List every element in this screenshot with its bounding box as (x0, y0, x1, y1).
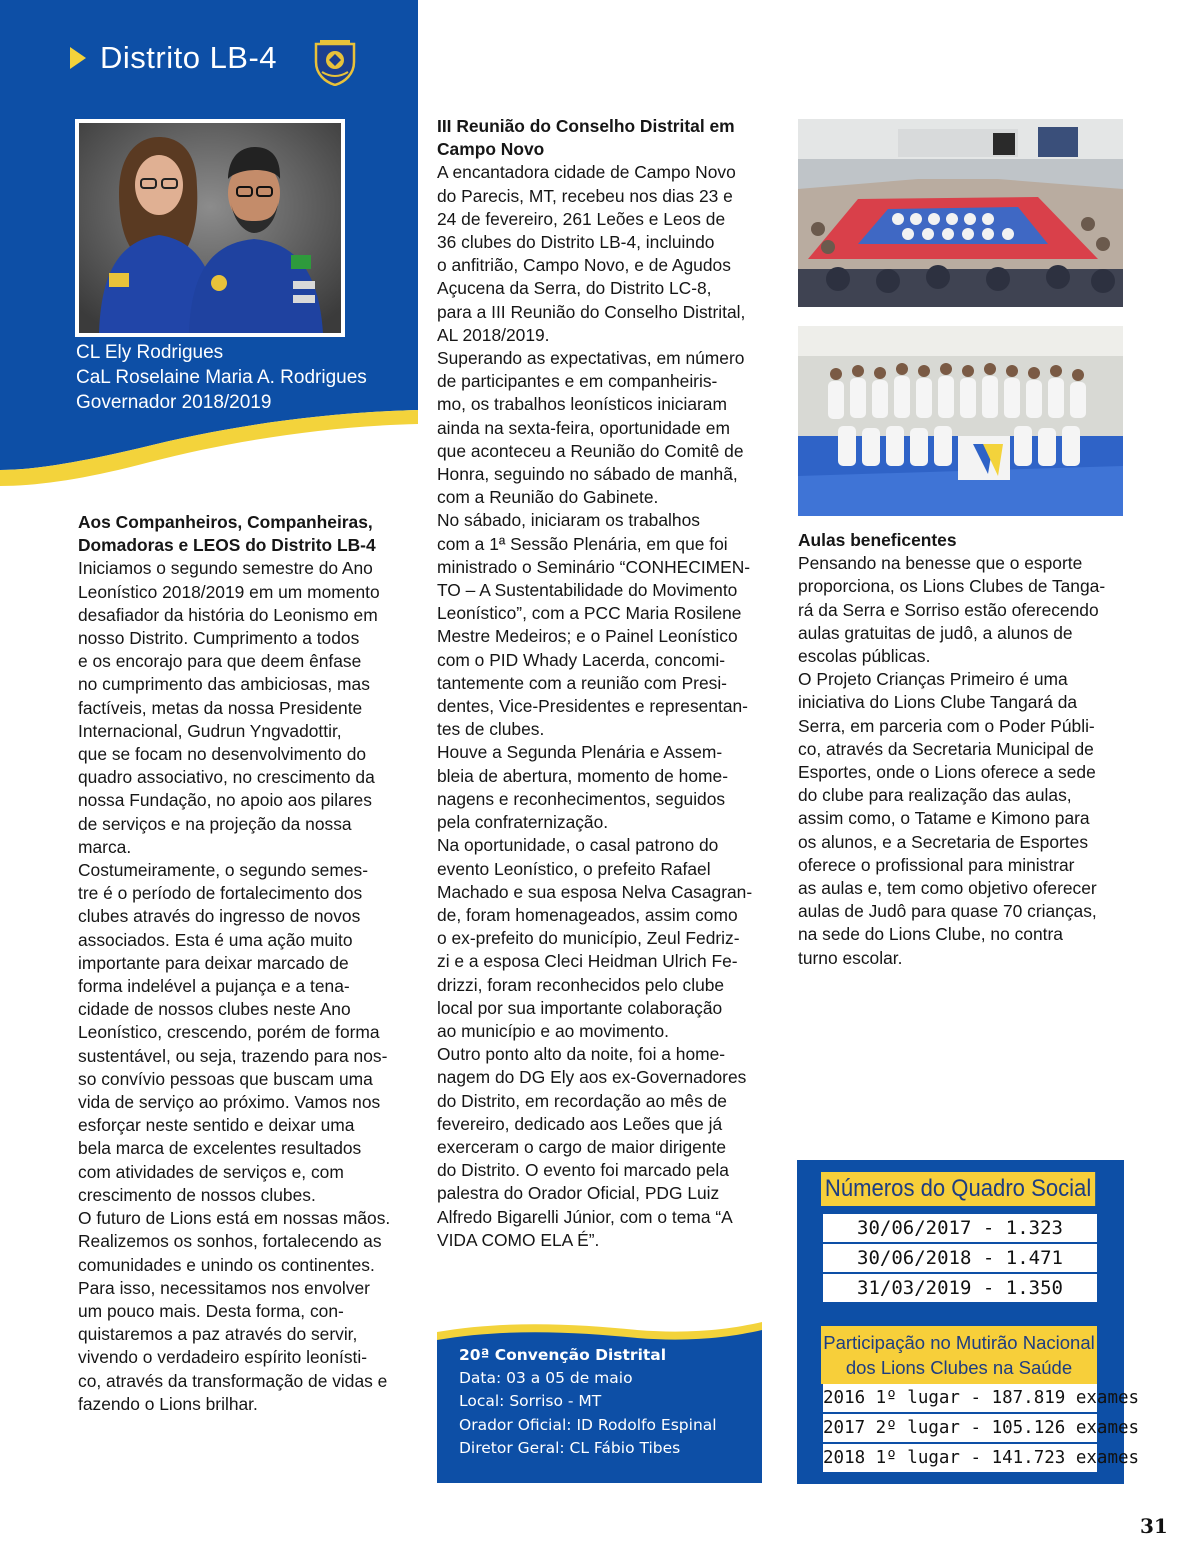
convention-title: 20ª Convenção Distrital (459, 1346, 667, 1364)
mutirao-row: 2017 2º lugar - 105.126 exames (823, 1414, 1097, 1442)
text-line: No sábado, iniciaram os trabalhos (437, 510, 700, 531)
judo-students-group-photo (798, 326, 1123, 516)
stat-row: 31/03/2019 - 1.350 (823, 1274, 1097, 1302)
convention-line: Orador Oficial: ID Rodolfo Espinal (459, 1415, 717, 1434)
body-text (78, 557, 408, 1416)
text-line: do clube para realização das aulas, (798, 785, 1072, 806)
text-line: Costumeiramente, o segundo semes- (78, 860, 368, 881)
text-line: sustentável, ou seja, trazendo para nos- (78, 1045, 388, 1066)
section-heading: Campo Novo (437, 139, 545, 160)
stat-row: 30/06/2018 - 1.471 (823, 1244, 1097, 1272)
text-line: Iniciamos o segundo semestre do Ano (78, 558, 373, 579)
charity-classes-column (798, 529, 1128, 970)
text-line: do Parecis, MT, recebeu nos dias 23 e (437, 185, 733, 206)
lions-district-emblem-icon (312, 36, 358, 86)
text-line: marca. (78, 836, 132, 857)
text-line: tes de clubes. (437, 719, 545, 740)
page-number: 31 (1140, 1514, 1168, 1538)
text-line: palestra do Orador Oficial, PDG Luiz (437, 1183, 720, 1204)
text-line: fazendo o Lions brilhar. (78, 1393, 258, 1414)
text-line: Mestre Medeiros; e o Painel Leonístico (437, 626, 738, 647)
text-line: de serviços e na projeção da nossa (78, 813, 352, 834)
governor-photo (75, 119, 345, 337)
text-line: quistaremos a paz através do servir, (78, 1324, 358, 1345)
text-line: Alfredo Bigarelli Júnior, com o tema “A (437, 1206, 733, 1227)
text-line: co, através da transformação de vidas e (78, 1370, 388, 1391)
caption-line: CL Ely Rodrigues (76, 342, 224, 363)
text-line: Para isso, necessitamos nos envolver (78, 1277, 370, 1298)
text-line: Internacional, Gudrun Yngvadottir, (78, 720, 342, 741)
text-line: e os encorajo para que deem ênfase (78, 651, 362, 672)
text-line: com a 1ª Sessão Plenária, em que foi (437, 533, 728, 554)
text-line: esforçar neste sentido e deixar uma (78, 1115, 355, 1136)
text-line: dentes, Vice-Presidentes e representan- (437, 696, 748, 717)
text-line: o ex-prefeito do município, Zeul Fedriz- (437, 928, 740, 949)
text-line: aulas gratuitas de judô, a alunos de (798, 622, 1073, 643)
text-line: turno escolar. (798, 947, 903, 968)
text-line: Houve a Segunda Plenária e Assem- (437, 742, 723, 763)
text-line: bleia de abertura, momento de home- (437, 765, 728, 786)
text-line: AL 2018/2019. (437, 324, 550, 345)
text-line: Pensando na benesse que o esporte (798, 553, 1083, 574)
text-line: do Distrito, em recordação ao mês de (437, 1090, 727, 1111)
text-line: Realizemos os sonhos, fortalecendo as (78, 1231, 382, 1252)
text-line: Honra, seguindo no sábado de manhã, (437, 464, 738, 485)
text-line: associados. Esta é uma ação muito (78, 929, 353, 950)
mutirao-row: 2016 1º lugar - 187.819 exames (823, 1384, 1097, 1412)
text-line: Leonístico”, com a PCC Maria Rosilene (437, 603, 742, 624)
text-line: Açucena da Serra, do Distrito LC-8, (437, 278, 712, 299)
text-line: Outro ponto alto da noite, foi a home- (437, 1044, 726, 1065)
text-line: comunidades e unindo os continentes. (78, 1254, 375, 1275)
text-line: clubes através do ingresso de novos (78, 906, 361, 927)
text-line: nosso Distrito. Cumprimento a todos (78, 628, 360, 649)
text-line: nossa Fundação, no apoio aos pilares (78, 790, 372, 811)
text-line: com a Reunião do Gabinete. (437, 487, 659, 508)
text-line: nagens e reconhecimentos, seguidos (437, 788, 726, 809)
text-line: O futuro de Lions está em nossas mãos. (78, 1208, 391, 1229)
text-line: ao município e ao movimento. (437, 1020, 669, 1041)
text-line: TO – A Sustentabilidade do Movimento (437, 580, 738, 601)
text-line: os alunos, e a Secretaria de Esportes (798, 831, 1089, 852)
mutirao-row: 2018 1º lugar - 141.723 exames (823, 1444, 1097, 1472)
text-line: exerceram o cargo de maior dirigente (437, 1136, 727, 1157)
convention-line: Local: Sorriso - MT (459, 1392, 602, 1411)
text-line: ministrado o Seminário “CONHECIMEN- (437, 556, 751, 577)
body-text (798, 552, 1128, 970)
text-line: A encantadora cidade de Campo Novo (437, 162, 736, 183)
text-line: O Projeto Crianças Primeiro é uma (798, 669, 1068, 690)
text-line: proporciona, os Lions Clubes de Tanga- (798, 576, 1106, 597)
stat-row: 30/06/2017 - 1.323 (823, 1214, 1097, 1242)
caption-line: Governador 2018/2019 (76, 392, 272, 413)
convention-details (459, 1344, 717, 1460)
text-line: Leonístico, crescendo, porém de forma (78, 1022, 380, 1043)
mutirao-title-line: dos Lions Clubes na Saúde (845, 1357, 1073, 1378)
text-line: quadro associativo, no crescimento da (78, 767, 375, 788)
text-line: com o PID Whady Lacerda, concomi- (437, 649, 726, 670)
text-line: de participantes e em companheiris- (437, 371, 718, 392)
text-line: oferece o profissional para ministrar (798, 854, 1075, 875)
text-line: rá da Serra e Sorriso estão oferecendo (798, 599, 1099, 620)
judo-class-gym-photo (798, 119, 1123, 307)
text-line: co, através da Secretaria Municipal de (798, 738, 1094, 759)
council-meeting-column (437, 115, 767, 1252)
text-line: as aulas e, tem como objetivo oferecer (798, 878, 1097, 899)
play-arrow-icon (70, 47, 86, 69)
text-line: iniciativa do Lions Clube Tangará da (798, 692, 1078, 713)
section-heading: Aos Companheiros, Companheiras, (78, 512, 373, 532)
text-line: Leonístico 2018/2019 em um momento (78, 581, 380, 602)
section-heading: Aulas beneficentes (798, 530, 957, 550)
text-line: tantemente com a reunião com Presi- (437, 672, 727, 693)
text-line: so convívio pessoas que buscam uma (78, 1068, 373, 1089)
text-line: 24 de fevereiro, 261 Leões e Leos de (437, 208, 726, 229)
text-line: para a III Reunião do Conselho Distrital, (437, 301, 746, 322)
text-line: factíveis, metas da nossa Presidente (78, 697, 363, 718)
text-line: cidade de nossos clubes neste Ano (78, 999, 351, 1020)
convention-line: Diretor Geral: CL Fábio Tibes (459, 1438, 681, 1457)
text-line: do Distrito. O evento foi marcado pela (437, 1160, 729, 1181)
body-text (437, 161, 767, 1252)
text-line: assim como, o Tatame e Kimono para (798, 808, 1090, 829)
section-heading: III Reunião do Conselho Distrital em (437, 116, 735, 136)
text-line: local por sua importante colaboração (437, 997, 723, 1018)
text-line: nagem do DG Ely aos ex-Governadores (437, 1067, 747, 1088)
governor-message-column (78, 511, 408, 1416)
text-line: Esportes, onde o Lions oferece a sede (798, 762, 1096, 783)
text-line: tre é o período de fortalecimento dos (78, 883, 363, 904)
text-line: de, foram homenageados, assim como (437, 904, 738, 925)
text-line: drizzi, foram reconhecidos pelo clube (437, 974, 725, 995)
page-title: Distrito LB-4 (100, 40, 278, 75)
caption-line: CaL Roselaine Maria A. Rodrigues (76, 367, 367, 388)
text-line: com atividades de serviços e, com (78, 1161, 344, 1182)
text-line: que se focam no desenvolvimento do (78, 744, 367, 765)
text-line: vivendo o verdadeiro espírito leonísti- (78, 1347, 368, 1368)
membership-stats-box (797, 1160, 1140, 1484)
text-line: evento Leonístico, o prefeito Rafael (437, 858, 711, 879)
district-title (70, 40, 277, 76)
stats-title: Números do Quadro Social (821, 1172, 1095, 1206)
text-line: escolas públicas. (798, 646, 931, 667)
convention-line: Data: 03 a 05 de maio (459, 1369, 633, 1388)
governor-couple-image (79, 123, 341, 333)
text-line: na sede do Lions Clube, no contra (798, 924, 1063, 945)
text-line: que aconteceu a Reunião do Comitê de (437, 440, 744, 461)
text-line: forma indelével a pujança e a tena- (78, 976, 350, 997)
text-line: vida de serviço ao próximo. Vamos nos (78, 1092, 381, 1113)
portrait-caption (76, 340, 367, 415)
text-line: bela marca de excelentes resultados (78, 1138, 362, 1159)
text-line: no cumprimento das ambiciosas, mas (78, 674, 370, 695)
convention-box (437, 1320, 762, 1483)
mutirao-title-line: Participação no Mutirão Nacional (823, 1332, 1095, 1353)
text-line: VIDA COMO ELA É”. (437, 1229, 600, 1250)
mutirao-title (821, 1326, 1097, 1384)
text-line: aulas de Judô para quase 70 crianças, (798, 901, 1097, 922)
text-line: zi e a esposa Cleci Heidman Ulrich Fe- (437, 951, 738, 972)
text-line: mo, os trabalhos leonísticos iniciaram (437, 394, 727, 415)
text-line: crescimento de nossos clubes. (78, 1184, 316, 1205)
text-line: o anfitrião, Campo Novo, e de Agudos (437, 255, 731, 276)
text-line: Machado e sua esposa Nelva Casagran- (437, 881, 753, 902)
text-line: um pouco mais. Desta forma, con- (78, 1300, 344, 1321)
text-line: ainda na sexta-feira, oportunidade em (437, 417, 730, 438)
text-line: importante para deixar marcado de (78, 952, 349, 973)
text-line: fevereiro, dedicado aos Leões que já (437, 1113, 723, 1134)
text-line: Serra, em parceria com o Poder Públi- (798, 715, 1095, 736)
text-line: pela confraternização. (437, 812, 609, 833)
text-line: Superando as expectativas, em número (437, 348, 745, 369)
text-line: 36 clubes do Distrito LB-4, incluindo (437, 232, 715, 253)
text-line: desafiador da história do Leonismo em (78, 604, 378, 625)
text-line: Na oportunidade, o casal patrono do (437, 835, 719, 856)
section-heading: Domadoras e LEOS do Distrito LB-4 (78, 535, 376, 556)
